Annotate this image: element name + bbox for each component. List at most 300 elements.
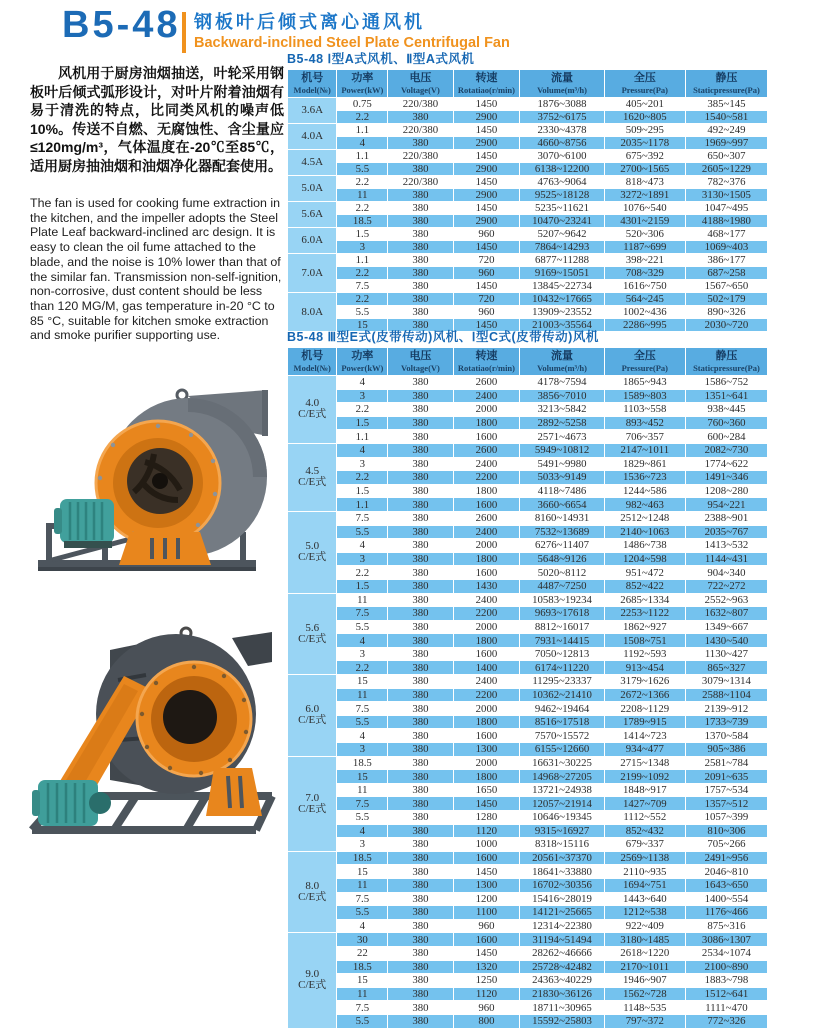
spec-cell: 1430~540 (685, 634, 767, 648)
spec-cell: 385~145 (685, 98, 767, 111)
spec-cell: 2208~1129 (604, 702, 685, 716)
spec-cell: 1540~581 (685, 111, 767, 124)
column-header: 功率 Power(kW) (337, 348, 388, 376)
spec-cell: 7.5 (337, 607, 388, 621)
spec-cell: 4 (337, 634, 388, 648)
spec-cell: 2715~1348 (604, 756, 685, 770)
spec-cell: 16702~30356 (520, 878, 604, 892)
spec-cell: 2700~1565 (604, 163, 685, 176)
table-row (288, 824, 768, 838)
spec-cell: 5.5 (337, 620, 388, 634)
spec-cell: 2618~1220 (604, 946, 685, 960)
spec-cell: 3 (337, 241, 388, 254)
column-header: 静压 Staticpressure(Pa) (685, 70, 767, 98)
spec-cell: 2900 (453, 215, 520, 228)
spec-cell: 1349~667 (685, 620, 767, 634)
column-header: 全压 Pressure(Pa) (604, 348, 685, 376)
table-row (288, 906, 768, 920)
table2-block (287, 331, 768, 1029)
table-row (288, 770, 768, 784)
spec-cell: 14121~25665 (520, 906, 604, 920)
model-cell: 4.0 C/E式 (288, 376, 337, 444)
spec-cell: 2581~784 (685, 756, 767, 770)
table-row (288, 98, 768, 111)
spec-cell: 3660~6654 (520, 498, 604, 512)
spec-cell: 1187~699 (604, 241, 685, 254)
spec-table-belt-drive (287, 347, 768, 1029)
spec-cell: 2.2 (337, 111, 388, 124)
spec-cell: 1176~466 (685, 906, 767, 920)
table-row (288, 607, 768, 621)
spec-cell: 1450 (453, 797, 520, 811)
spec-cell: 9693~17618 (520, 607, 604, 621)
spec-cell: 7050~12813 (520, 647, 604, 661)
spec-cell: 1600 (453, 566, 520, 580)
spec-cell: 4188~1980 (685, 215, 767, 228)
spec-cell: 2091~635 (685, 770, 767, 784)
spec-cell: 18.5 (337, 215, 388, 228)
spec-cell: 1212~538 (604, 906, 685, 920)
description-english: The fan is used for cooking fume extraction in the kitchen, and the impeller adopts the Steel Plate Leaf backward-inclined arc design. It is easy to clean the oil fume attached to the blade, and the noise is 10% lower than that of the similar fan. Transmission non-self-ignition, non-corrosive, dust content should be less than 120 MG/M, gas temperature in-20 °C to 85 °C, suitable for kitchen smoke extraction and smoke purifier supporting use. (30, 196, 282, 343)
spec-cell: 9462~19464 (520, 702, 604, 716)
spec-cell: 405~201 (604, 98, 685, 111)
spec-cell: 21003~35564 (520, 319, 604, 332)
title-block (194, 10, 510, 53)
spec-cell: 15592~25803 (520, 1014, 604, 1028)
column-header: 转速 Rotatiao(r/min) (453, 70, 520, 98)
spec-cell: 1103~558 (604, 403, 685, 417)
spec-cell: 1300 (453, 878, 520, 892)
spec-cell: 1069~403 (685, 241, 767, 254)
spec-cell: 1562~728 (604, 987, 685, 1001)
table-row (288, 838, 768, 852)
spec-cell: 2900 (453, 137, 520, 150)
spec-cell: 380 (388, 306, 453, 319)
spec-cell: 960 (453, 267, 520, 280)
spec-cell: 1620~805 (604, 111, 685, 124)
spec-cell: 7.5 (337, 511, 388, 525)
spec-cell: 1250 (453, 974, 520, 988)
spec-cell: 1600 (453, 647, 520, 661)
title-divider (182, 12, 186, 53)
spec-cell: 2892~5258 (520, 416, 604, 430)
spec-cell: 2035~767 (685, 525, 767, 539)
spec-cell: 380 (388, 661, 453, 675)
spec-cell: 2170~1011 (604, 960, 685, 974)
spec-cell: 30 (337, 933, 388, 947)
spec-cell: 1057~399 (685, 811, 767, 825)
table-row (288, 1014, 768, 1028)
spec-cell: 2100~890 (685, 960, 767, 974)
table-row (288, 430, 768, 444)
spec-cell: 1111~470 (685, 1001, 767, 1015)
spec-cell: 10583~19234 (520, 593, 604, 607)
spec-cell: 380 (388, 824, 453, 838)
spec-cell: 1946~907 (604, 974, 685, 988)
spec-cell: 2286~995 (604, 319, 685, 332)
spec-cell: 1.1 (337, 254, 388, 267)
spec-cell: 3 (337, 389, 388, 403)
table-row (288, 756, 768, 770)
spec-cell: 2200 (453, 471, 520, 485)
spec-cell: 6276~11407 (520, 539, 604, 553)
spec-cell: 380 (388, 783, 453, 797)
spec-cell: 380 (388, 228, 453, 241)
spec-cell: 3856~7010 (520, 389, 604, 403)
spec-cell: 380 (388, 919, 453, 933)
spec-cell: 25728~42482 (520, 960, 604, 974)
spec-cell: 1450 (453, 280, 520, 293)
spec-cell: 2200 (453, 607, 520, 621)
spec-cell: 386~177 (685, 254, 767, 267)
spec-cell: 2400 (453, 593, 520, 607)
spec-cell: 1076~540 (604, 202, 685, 215)
spec-cell: 492~249 (685, 124, 767, 137)
spec-cell: 3070~6100 (520, 150, 604, 163)
table-row (288, 163, 768, 176)
page-title: B5-48 (62, 4, 181, 46)
spec-cell: 380 (388, 593, 453, 607)
table-row (288, 688, 768, 702)
model-cell: 3.6A (288, 98, 337, 124)
spec-cell: 687~258 (685, 267, 767, 280)
spec-cell: 2000 (453, 620, 520, 634)
spec-cell: 220/380 (388, 124, 453, 137)
spec-cell: 2330~4378 (520, 124, 604, 137)
spec-cell: 380 (388, 715, 453, 729)
spec-cell: 890~326 (685, 306, 767, 319)
spec-cell: 380 (388, 430, 453, 444)
model-cell: 4.5A (288, 150, 337, 176)
table-row (288, 797, 768, 811)
spec-cell: 380 (388, 293, 453, 306)
spec-cell: 960 (453, 1001, 520, 1015)
description-chinese: 风机用于厨房油烟抽送，叶轮采用钢板叶后倾式弧形设计，对叶片附着油烟有易于清洗的特点，比同类风机的噪声低10%。传送不自燃、无腐蚀性、含尘量应≤120mg/m³，气体温度在-20℃至85℃，适用厨房抽油烟和油烟净化器配套使用。 (30, 65, 284, 174)
spec-cell: 11295~23337 (520, 675, 604, 689)
table-row (288, 124, 768, 137)
spec-cell: 11 (337, 783, 388, 797)
spec-cell: 1450 (453, 150, 520, 163)
spec-cell: 2685~1334 (604, 593, 685, 607)
spec-cell: 1450 (453, 865, 520, 879)
spec-cell: 5.5 (337, 306, 388, 319)
spec-cell: 1427~709 (604, 797, 685, 811)
spec-cell: 1800 (453, 715, 520, 729)
spec-cell: 8318~15116 (520, 838, 604, 852)
table-row (288, 743, 768, 757)
table-row (288, 202, 768, 215)
spec-cell: 380 (388, 892, 453, 906)
table-row (288, 416, 768, 430)
spec-cell: 24363~40229 (520, 974, 604, 988)
table-row (288, 647, 768, 661)
fan-photo-belt-drive (18, 620, 280, 852)
table-row (288, 878, 768, 892)
spec-cell: 2000 (453, 403, 520, 417)
spec-cell: 1450 (453, 319, 520, 332)
spec-cell: 380 (388, 189, 453, 202)
spec-cell: 380 (388, 811, 453, 825)
model-cell: 7.0 C/E式 (288, 756, 337, 851)
spec-cell: 5949~10812 (520, 443, 604, 457)
spec-cell: 1208~280 (685, 484, 767, 498)
spec-cell: 380 (388, 960, 453, 974)
spec-cell: 3180~1485 (604, 933, 685, 947)
spec-cell: 1486~738 (604, 539, 685, 553)
spec-cell: 4301~2159 (604, 215, 685, 228)
spec-cell: 380 (388, 484, 453, 498)
spec-cell: 3 (337, 647, 388, 661)
spec-cell: 1112~552 (604, 811, 685, 825)
table-row (288, 306, 768, 319)
spec-cell: 1789~915 (604, 715, 685, 729)
spec-cell: 8160~14931 (520, 511, 604, 525)
spec-cell: 1848~917 (604, 783, 685, 797)
spec-cell: 13909~23552 (520, 306, 604, 319)
spec-cell: 1400~554 (685, 892, 767, 906)
spec-cell: 5020~8112 (520, 566, 604, 580)
spec-cell: 9525~18128 (520, 189, 604, 202)
spec-cell: 1144~431 (685, 552, 767, 566)
spec-cell: 1.5 (337, 228, 388, 241)
spec-cell: 15 (337, 770, 388, 784)
spec-cell: 2147~1011 (604, 443, 685, 457)
spec-cell: 905~386 (685, 743, 767, 757)
spec-cell: 380 (388, 579, 453, 593)
spec-cell: 1414~723 (604, 729, 685, 743)
table1-block (287, 53, 768, 332)
table-row (288, 620, 768, 634)
spec-cell: 2199~1092 (604, 770, 685, 784)
spec-cell: 10646~19345 (520, 811, 604, 825)
spec-cell: 380 (388, 974, 453, 988)
spec-cell: 1120 (453, 824, 520, 838)
spec-cell: 772~326 (685, 1014, 767, 1028)
spec-cell: 3 (337, 743, 388, 757)
column-header: 流量 Volume(m³/h) (520, 70, 604, 98)
spec-cell: 904~340 (685, 566, 767, 580)
table-row (288, 254, 768, 267)
spec-cell: 398~221 (604, 254, 685, 267)
spec-cell: 2030~720 (685, 319, 767, 332)
spec-cell: 380 (388, 987, 453, 1001)
spec-cell: 3130~1505 (685, 189, 767, 202)
table-row (288, 150, 768, 163)
model-cell: 6.0 C/E式 (288, 675, 337, 757)
spec-cell: 1600 (453, 430, 520, 444)
spec-cell: 1536~723 (604, 471, 685, 485)
spec-cell: 1800 (453, 770, 520, 784)
spec-cell: 380 (388, 471, 453, 485)
spec-cell: 5235~11621 (520, 202, 604, 215)
spec-cell: 1450 (453, 946, 520, 960)
spec-cell: 380 (388, 319, 453, 332)
spec-cell: 10432~17665 (520, 293, 604, 306)
spec-cell: 380 (388, 389, 453, 403)
spec-cell: 7.5 (337, 892, 388, 906)
spec-cell: 4660~8756 (520, 137, 604, 150)
spec-cell: 1632~807 (685, 607, 767, 621)
title-english: Backward-inclined Steel Plate Centrifugal Fan (194, 35, 510, 51)
spec-cell: 13845~22734 (520, 280, 604, 293)
spec-cell: 14968~27205 (520, 770, 604, 784)
spec-cell: 1.1 (337, 498, 388, 512)
spec-cell: 1733~739 (685, 715, 767, 729)
spec-cell: 1300 (453, 743, 520, 757)
spec-cell: 1192~593 (604, 647, 685, 661)
spec-cell: 380 (388, 906, 453, 920)
spec-cell: 2139~912 (685, 702, 767, 716)
spec-cell: 5.5 (337, 811, 388, 825)
spec-cell: 380 (388, 770, 453, 784)
spec-cell: 2672~1366 (604, 688, 685, 702)
spec-cell: 380 (388, 539, 453, 553)
spec-cell: 28262~46666 (520, 946, 604, 960)
table-row (288, 552, 768, 566)
spec-cell: 1876~3088 (520, 98, 604, 111)
spec-cell: 1351~641 (685, 389, 767, 403)
spec-cell: 2569~1138 (604, 851, 685, 865)
spec-cell: 380 (388, 797, 453, 811)
spec-cell: 1800 (453, 552, 520, 566)
spec-cell: 1130~427 (685, 647, 767, 661)
spec-cell: 2605~1229 (685, 163, 767, 176)
spec-cell: 2000 (453, 539, 520, 553)
table-row (288, 865, 768, 879)
spec-cell: 11 (337, 688, 388, 702)
spec-cell: 1244~586 (604, 484, 685, 498)
spec-cell: 2035~1178 (604, 137, 685, 150)
spec-cell: 11 (337, 987, 388, 1001)
spec-cell: 6877~11288 (520, 254, 604, 267)
model-cell: 4.5 C/E式 (288, 443, 337, 511)
spec-cell: 3079~1314 (685, 675, 767, 689)
spec-cell: 1650 (453, 783, 520, 797)
spec-cell: 1204~598 (604, 552, 685, 566)
spec-cell: 722~272 (685, 579, 767, 593)
spec-cell: 11 (337, 189, 388, 202)
spec-cell: 6174~11220 (520, 661, 604, 675)
spec-cell: 1370~584 (685, 729, 767, 743)
model-cell: 5.6A (288, 202, 337, 228)
spec-cell: 7.5 (337, 280, 388, 293)
spec-cell: 2552~963 (685, 593, 767, 607)
spec-cell: 5.5 (337, 715, 388, 729)
table-row (288, 176, 768, 189)
table-row (288, 228, 768, 241)
column-header: 电压 Voltage(V) (388, 348, 453, 376)
spec-cell: 2400 (453, 675, 520, 689)
spec-cell: 380 (388, 202, 453, 215)
spec-cell: 380 (388, 163, 453, 176)
spec-cell: 9315~16927 (520, 824, 604, 838)
spec-cell: 380 (388, 215, 453, 228)
spec-cell: 2400 (453, 525, 520, 539)
spec-cell: 7.5 (337, 797, 388, 811)
spec-cell: 1280 (453, 811, 520, 825)
spec-cell: 650~307 (685, 150, 767, 163)
spec-cell: 2.2 (337, 176, 388, 189)
table-row (288, 471, 768, 485)
spec-cell: 2.2 (337, 566, 388, 580)
spec-cell: 3 (337, 838, 388, 852)
spec-cell: 2046~810 (685, 865, 767, 879)
spec-cell: 760~360 (685, 416, 767, 430)
table-row (288, 715, 768, 729)
spec-cell: 380 (388, 254, 453, 267)
spec-cell: 600~284 (685, 430, 767, 444)
spec-cell: 6138~12200 (520, 163, 604, 176)
spec-cell: 380 (388, 851, 453, 865)
spec-cell: 380 (388, 111, 453, 124)
spec-cell: 800 (453, 1014, 520, 1028)
spec-cell: 220/380 (388, 150, 453, 163)
table-row (288, 293, 768, 306)
spec-cell: 2140~1063 (604, 525, 685, 539)
spec-cell: 380 (388, 566, 453, 580)
spec-cell: 1.5 (337, 484, 388, 498)
spec-cell: 502~179 (685, 293, 767, 306)
spec-cell: 380 (388, 416, 453, 430)
spec-cell: 2082~730 (685, 443, 767, 457)
spec-table-type-a (287, 69, 768, 332)
spec-cell: 1.5 (337, 579, 388, 593)
table-row (288, 376, 768, 390)
spec-cell: 706~357 (604, 430, 685, 444)
spec-cell: 1643~650 (685, 878, 767, 892)
column-header: 转速 Rotatiao(r/min) (453, 348, 520, 376)
model-cell: 8.0A (288, 293, 337, 332)
spec-cell: 2.2 (337, 471, 388, 485)
table-row (288, 974, 768, 988)
spec-cell: 5.5 (337, 1014, 388, 1028)
spec-cell: 380 (388, 688, 453, 702)
spec-cell: 818~473 (604, 176, 685, 189)
spec-cell: 12057~21914 (520, 797, 604, 811)
spec-cell: 5491~9980 (520, 457, 604, 471)
table-row (288, 933, 768, 947)
spec-cell: 2388~901 (685, 511, 767, 525)
table-row (288, 525, 768, 539)
spec-cell: 1600 (453, 498, 520, 512)
spec-cell: 1600 (453, 933, 520, 947)
spec-cell: 1800 (453, 634, 520, 648)
spec-cell: 2.2 (337, 403, 388, 417)
spec-cell: 4 (337, 824, 388, 838)
spec-cell: 951~472 (604, 566, 685, 580)
spec-cell: 782~376 (685, 176, 767, 189)
spec-cell: 1047~495 (685, 202, 767, 215)
spec-cell: 2110~935 (604, 865, 685, 879)
table-row (288, 137, 768, 150)
table2-title: B5-48 Ⅲ型E式(皮带传动)风机、Ⅰ型C式(皮带传动)风机 (287, 330, 599, 344)
spec-cell: 4763~9064 (520, 176, 604, 189)
spec-cell: 1.1 (337, 430, 388, 444)
spec-cell: 1800 (453, 484, 520, 498)
spec-cell: 7.5 (337, 1001, 388, 1015)
spec-cell: 2491~956 (685, 851, 767, 865)
spec-cell: 3 (337, 552, 388, 566)
spec-cell: 22 (337, 946, 388, 960)
model-cell: 5.6 C/E式 (288, 593, 337, 675)
spec-cell: 960 (453, 306, 520, 319)
table-row (288, 267, 768, 280)
spec-cell: 31194~51494 (520, 933, 604, 947)
title-chinese: 钢板叶后倾式离心通风机 (194, 12, 425, 32)
spec-cell: 2600 (453, 443, 520, 457)
spec-cell: 7864~14293 (520, 241, 604, 254)
spec-cell: 18711~30965 (520, 1001, 604, 1015)
